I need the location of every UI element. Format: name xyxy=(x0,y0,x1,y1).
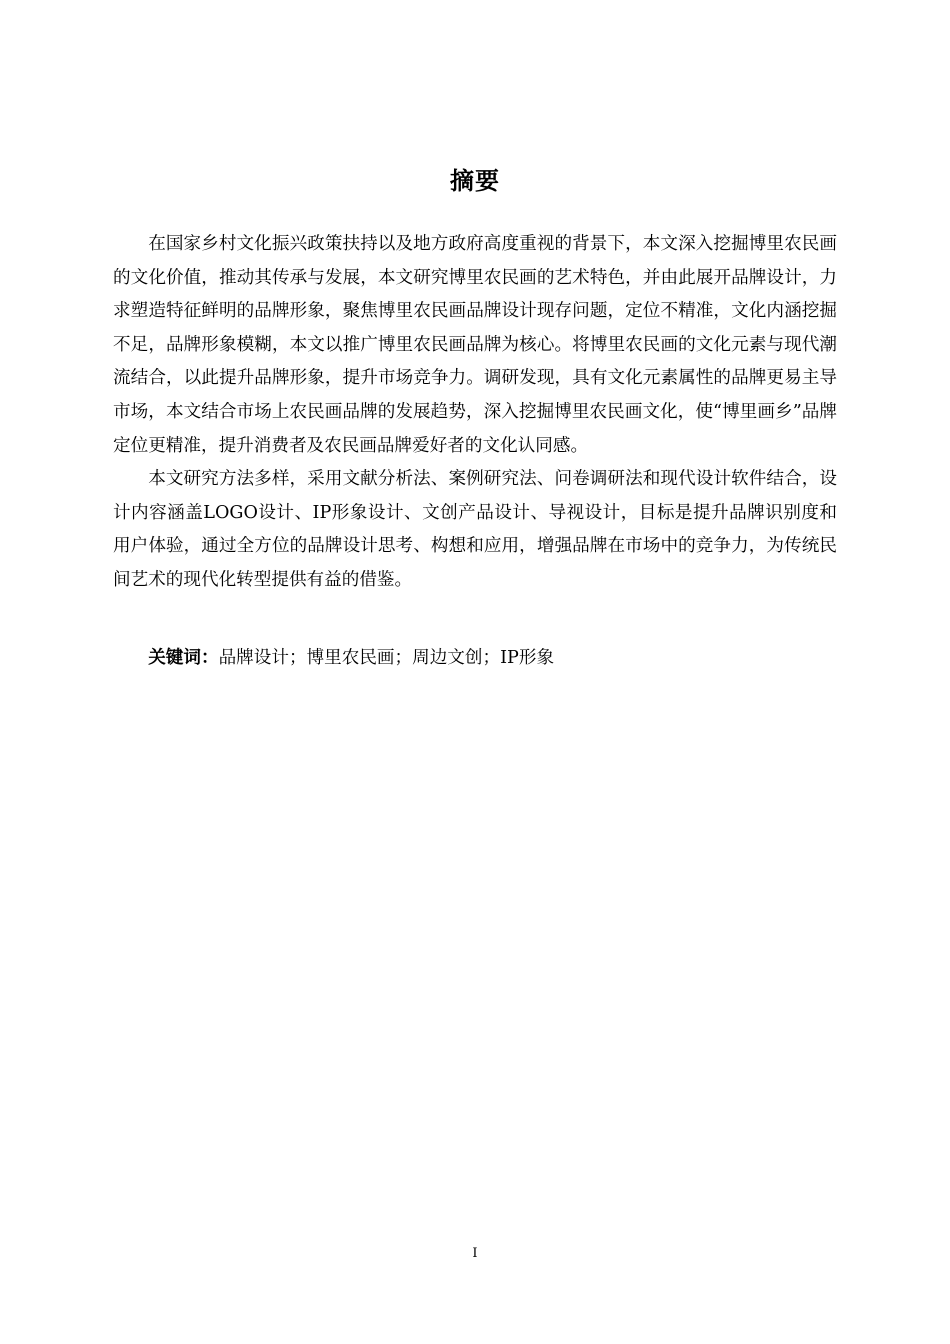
keywords-value: 品牌设计；博里农民画；周边文创；IP形象 xyxy=(218,648,555,668)
page-number: I xyxy=(472,1246,478,1261)
keywords-label: 关键词： xyxy=(148,648,219,668)
abstract-paragraph-1: 在国家乡村文化振兴政策扶持以及地方政府高度重视的背景下，本文深入挖掘博里农民画的文化价值，推动其传承与发展，本文研究博里农民画的艺术特色，并由此展开品牌设计，力求塑造特征鲜明的品牌形象，聚焦博里农民画品牌设计现存问题，定位不精准，文化内涵挖掘不足，品牌形象模糊，本文以推广博里农民画品牌为核心。将博里农民画的文化元素与现代潮流结合，以此提升品牌形象，提升市场竞争力。调研发现，具有文化元素属性的品牌更易主导市场，本文结合市场上农民画品牌的发展趋势，深入挖掘博里农民画文化，使“博里画乡”品牌定位更精准，提升消费者及农民画品牌爱好者的文化认同感。 xyxy=(113,234,837,456)
keywords-line xyxy=(113,642,837,676)
abstract-paragraph-2: 本文研究方法多样，采用文献分析法、案例研究法、问卷调研法和现代设计软件结合，设计内容涵盖LOGO设计、IP形象设计、文创产品设计、导视设计，目标是提升品牌识别度和用户体验，通过全方位的品牌设计思考、构想和应用，增强品牌在市场中的竞争力，为传统民间艺术的现代化转型提供有益的借鉴。 xyxy=(113,469,837,590)
abstract-body xyxy=(113,228,837,598)
abstract-title: 摘要 xyxy=(450,167,500,195)
